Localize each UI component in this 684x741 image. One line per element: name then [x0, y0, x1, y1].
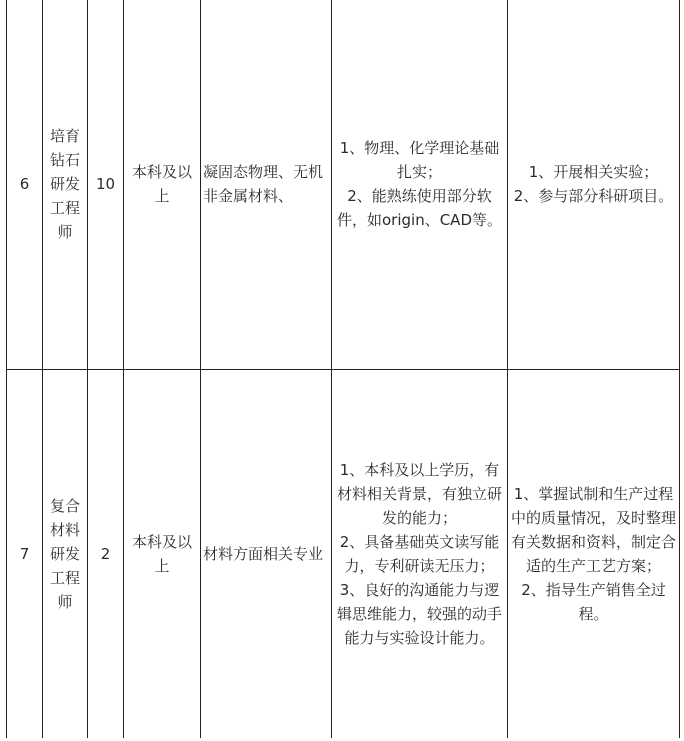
major-requirement: 凝固态物理、无机非金属材料、	[201, 0, 332, 369]
requirement-item: 2、具备基础英文读写能力，专利研读无压力；	[339, 532, 500, 575]
job-requirements	[332, 369, 508, 738]
table-row	[7, 369, 680, 738]
position-title: 培育钻石研发工程师	[43, 0, 88, 369]
requirement-item: 3、良好的沟通能力与逻辑思维能力，较强的动手能力与实验设计能力。	[336, 580, 502, 647]
job-table	[6, 0, 680, 738]
position-title: 复合材料研发工程师	[43, 369, 88, 738]
duty-item: 2、参与部分科研项目。	[513, 187, 674, 206]
table-row	[7, 0, 680, 369]
education-requirement: 本科及以上	[124, 369, 201, 738]
job-duties	[508, 369, 680, 738]
requirement-item: 2、能熟练使用部分软件，如origin、CAD等。	[337, 187, 502, 230]
requirement-item: 1、物理、化学理论基础扎实；	[339, 139, 500, 182]
row-number: 7	[7, 369, 43, 738]
row-number: 6	[7, 0, 43, 369]
duty-item: 1、掌握试制和生产过程中的质量情况，及时整理有关数据和资料，制定合适的生产工艺方案；	[510, 484, 676, 575]
duty-item: 1、开展相关实验；	[528, 163, 659, 182]
job-requirements	[332, 0, 508, 369]
duty-item: 2、指导生产销售全过程。	[521, 580, 666, 623]
major-requirement: 材料方面相关专业	[201, 369, 332, 738]
education-requirement: 本科及以上	[124, 0, 201, 369]
headcount: 10	[88, 0, 124, 369]
requirement-item: 1、本科及以上学历，有材料相关背景，有独立研发的能力；	[336, 460, 502, 527]
job-duties	[508, 0, 680, 369]
headcount: 2	[88, 369, 124, 738]
